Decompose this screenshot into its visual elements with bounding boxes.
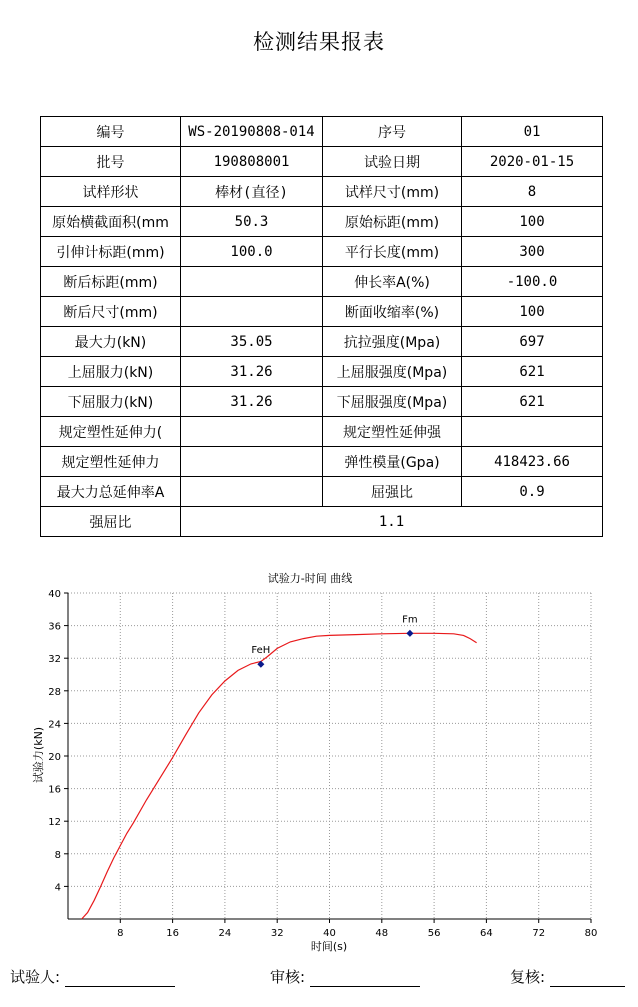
x-tick-label: 40: [323, 928, 336, 939]
y-tick-label: 40: [48, 589, 61, 600]
tester-label: 试验人:: [10, 968, 61, 986]
reviewer-signature-line[interactable]: [310, 970, 420, 987]
rechecker-field: [510, 966, 625, 987]
table-label-cell: 引伸计标距(mm): [41, 237, 181, 267]
table-value-cell: [181, 477, 323, 507]
table-label-cell: 上屈服力(kN): [41, 357, 181, 387]
table-row: [41, 447, 603, 477]
table-value-cell: 0.9: [462, 477, 603, 507]
table-label-cell: 断后尺寸(mm): [41, 297, 181, 327]
table-row: [41, 147, 603, 177]
y-axis: [48, 589, 68, 919]
table-row: [41, 327, 603, 357]
table-value-cell: 2020-01-15: [462, 147, 603, 177]
force-time-chart: [0, 560, 638, 960]
table-row: [41, 207, 603, 237]
table-label-cell: 原始标距(mm): [323, 207, 462, 237]
y-tick-label: 28: [48, 686, 61, 698]
x-tick-label: 32: [270, 928, 284, 939]
table-label-cell: 断后标距(mm): [41, 267, 181, 297]
table-value-cell: 100: [462, 297, 603, 327]
table-value-cell: 31.26: [181, 357, 323, 387]
rechecker-signature-line[interactable]: [550, 970, 625, 987]
x-axis-label: 时间(s): [310, 940, 348, 953]
y-tick-label: 12: [48, 817, 61, 829]
table-label-cell: 原始横截面积(mm: [41, 207, 181, 237]
table-value-cell: 621: [462, 357, 603, 387]
table-label-cell: 断面收缩率(%): [323, 297, 462, 327]
tester-signature-line[interactable]: [65, 970, 175, 987]
table-label-cell: 下屈服强度(Mpa): [323, 387, 462, 417]
table-row: [41, 297, 603, 327]
table-value-cell: [462, 417, 603, 447]
table-label-cell: 规定塑性延伸力: [41, 447, 181, 477]
table-label-cell: 伸长率A(%): [323, 267, 462, 297]
y-tick-label: 32: [48, 654, 61, 666]
table-label-cell: 弹性模量(Gpa): [323, 447, 462, 477]
table-value-cell: 190808001: [181, 147, 323, 177]
table-label-cell: 强屈比: [41, 507, 181, 537]
force-time-series-line: [82, 633, 477, 919]
chart-grid: [68, 593, 591, 919]
table-value-cell: [181, 267, 323, 297]
table-value-cell: 418423.66: [462, 447, 603, 477]
table-value-cell: 31.26: [181, 387, 323, 417]
y-axis-label: 试验力(kN): [32, 726, 45, 784]
table-value-cell: 100: [462, 207, 603, 237]
x-tick-label: 72: [532, 928, 546, 939]
table-value-cell: 1.1: [181, 507, 603, 537]
marker-label: FeH: [251, 645, 271, 657]
table-value-cell: 697: [462, 327, 603, 357]
table-row: [41, 417, 603, 447]
table-value-cell: WS-20190808-014: [181, 117, 323, 147]
y-tick-label: 36: [48, 621, 61, 633]
table-row: [41, 357, 603, 387]
table-row: [41, 387, 603, 417]
y-tick-label: 8: [54, 849, 61, 861]
table-row: [41, 507, 603, 537]
marker-label: Fm: [402, 614, 418, 626]
reviewer-label: 审核:: [270, 968, 306, 986]
rechecker-label: 复核:: [510, 968, 546, 986]
report-title: 检测结果报表: [253, 30, 385, 54]
table-label-cell: 下屈服力(kN): [41, 387, 181, 417]
x-tick-label: 80: [584, 928, 598, 939]
y-tick-label: 4: [54, 882, 61, 894]
table-value-cell: 300: [462, 237, 603, 267]
table-value-cell: 621: [462, 387, 603, 417]
table-label-cell: 序号: [323, 117, 462, 147]
table-label-cell: 批号: [41, 147, 181, 177]
table-label-cell: 试验日期: [323, 147, 462, 177]
table-value-cell: [181, 447, 323, 477]
table-value-cell: 01: [462, 117, 603, 147]
table-label-cell: 屈强比: [323, 477, 462, 507]
tester-field: [10, 966, 175, 987]
marker-point: [406, 630, 413, 637]
result-table: [40, 116, 603, 537]
table-value-cell: [181, 417, 323, 447]
table-row: [41, 117, 603, 147]
table-value-cell: 100.0: [181, 237, 323, 267]
x-tick-label: 16: [166, 928, 179, 939]
reviewer-field: [270, 966, 420, 987]
y-tick-label: 16: [48, 784, 61, 796]
table-row: [41, 477, 603, 507]
table-label-cell: 编号: [41, 117, 181, 147]
table-value-cell: 棒材(直径): [181, 177, 323, 207]
table-row: [41, 177, 603, 207]
table-label-cell: 最大力总延伸率A: [41, 477, 181, 507]
table-value-cell: -100.0: [462, 267, 603, 297]
table-label-cell: 试样尺寸(mm): [323, 177, 462, 207]
table-label-cell: 最大力(kN): [41, 327, 181, 357]
table-label-cell: 规定塑性延伸力(: [41, 417, 181, 447]
table-value-cell: 8: [462, 177, 603, 207]
table-label-cell: 规定塑性延伸强: [323, 417, 462, 447]
table-value-cell: 50.3: [181, 207, 323, 237]
table-row: [41, 237, 603, 267]
table-value-cell: 35.05: [181, 327, 323, 357]
x-tick-label: 48: [375, 928, 389, 939]
y-tick-label: 24: [48, 719, 61, 731]
plot-area: [82, 614, 477, 919]
x-tick-label: 8: [117, 928, 124, 939]
x-axis: [68, 919, 597, 939]
table-label-cell: 上屈服强度(Mpa): [323, 357, 462, 387]
table-value-cell: [181, 297, 323, 327]
x-tick-label: 24: [218, 928, 232, 939]
table-row: [41, 267, 603, 297]
x-tick-label: 64: [480, 928, 493, 939]
x-tick-label: 56: [427, 928, 441, 939]
table-label-cell: 试样形状: [41, 177, 181, 207]
chart-title: 试验力-时间 曲线: [267, 572, 353, 585]
table-label-cell: 抗拉强度(Mpa): [323, 327, 462, 357]
table-label-cell: 平行长度(mm): [323, 237, 462, 267]
y-tick-label: 20: [48, 752, 61, 763]
